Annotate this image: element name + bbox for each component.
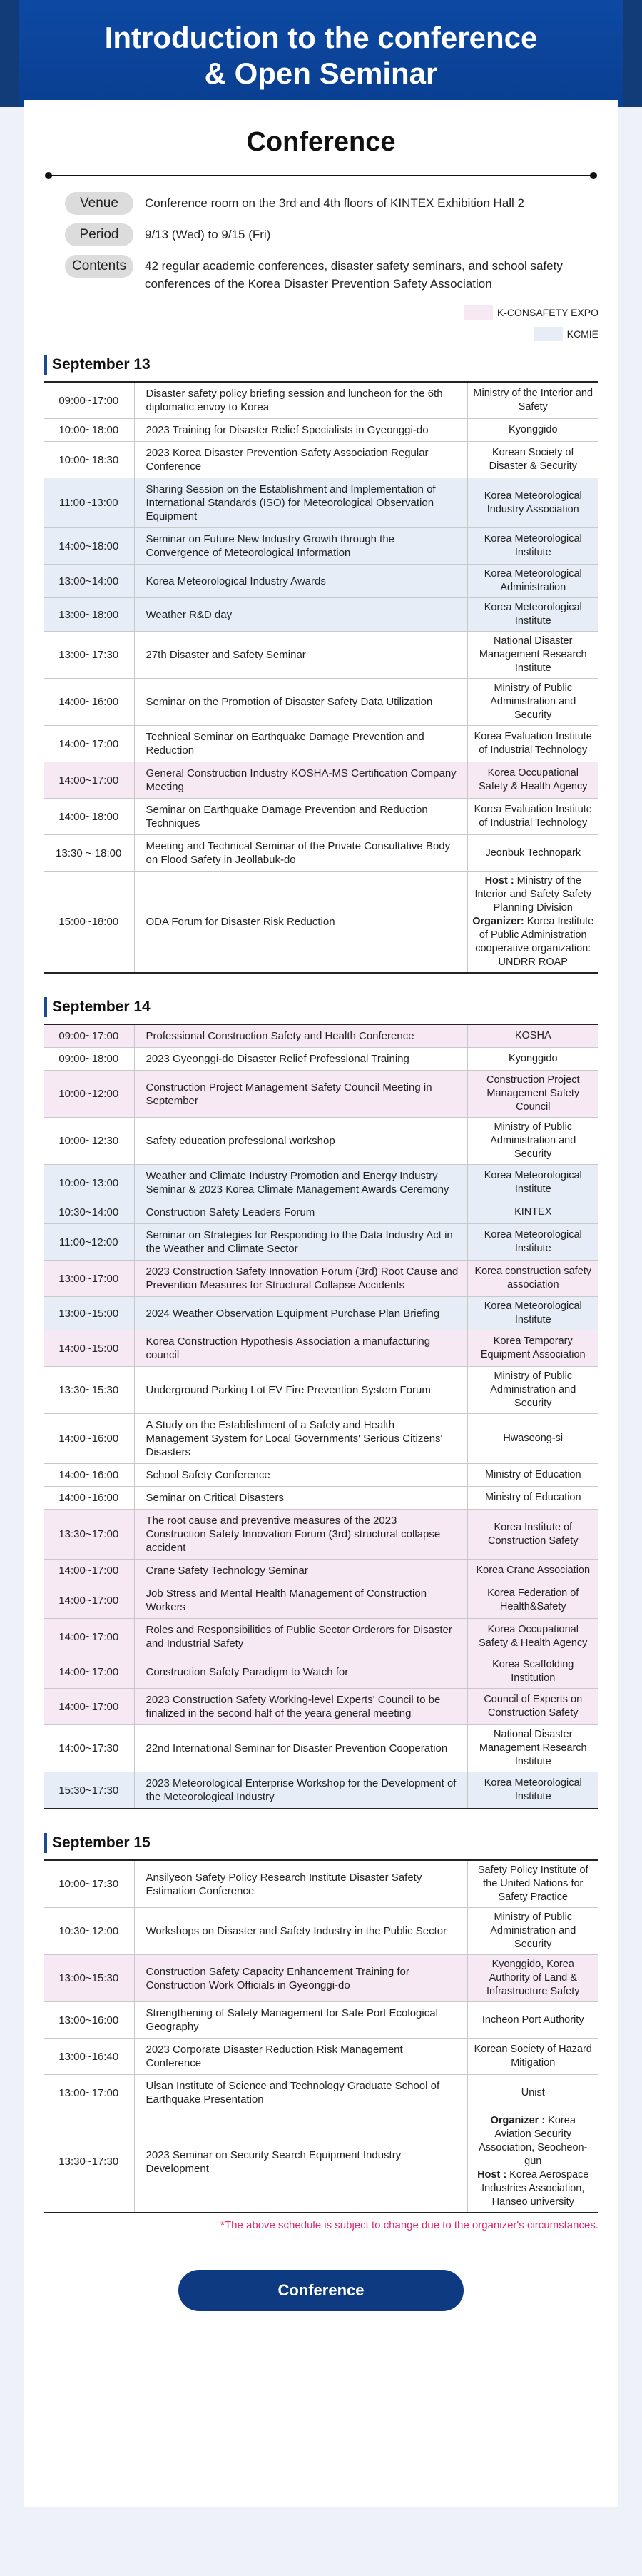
table-row xyxy=(44,1860,598,1908)
day-heading xyxy=(44,995,598,1019)
session-time: 13:00~14:00 xyxy=(44,565,134,598)
session-title: Construction Safety Paradigm to Watch for xyxy=(134,1655,467,1689)
table-row xyxy=(44,632,598,679)
conference-button[interactable]: Conference xyxy=(178,2270,464,2311)
venue-value: Conference room on the 3rd and 4th floors of KINTEX Exhibition Hall 2 xyxy=(145,196,525,210)
session-time: 13:30~15:30 xyxy=(44,1367,134,1414)
session-host: Unist xyxy=(467,2075,598,2111)
session-host: National Disaster Management Research Institute xyxy=(467,632,598,679)
session-title: School Safety Conference xyxy=(134,1464,467,1487)
session-host: Korea Federation of Health&Safety xyxy=(467,1582,598,1619)
legend-swatch-blue xyxy=(534,327,563,341)
host-line xyxy=(472,874,595,915)
table-row xyxy=(44,2002,598,2039)
session-time: 10:00~18:00 xyxy=(44,419,134,442)
session-host: Korean Society of Hazard Mitigation xyxy=(467,2039,598,2075)
table-row xyxy=(44,1297,598,1330)
session-host: Ministry of the Interior and Safety xyxy=(467,382,598,419)
table-row xyxy=(44,598,598,632)
session-title: 2023 Seminar on Security Search Equipment Industry Development xyxy=(134,2111,467,2213)
host-line xyxy=(472,915,595,969)
legend-kconsafety-label: K-CONSAFETY EXPO xyxy=(496,307,598,318)
session-time: 10:00~12:00 xyxy=(44,1071,134,1118)
session-host: Korea construction safety association xyxy=(467,1261,598,1297)
page-title xyxy=(0,20,642,91)
session-time: 14:00~16:00 xyxy=(44,1414,134,1464)
title-line-1: Introduction to the conference xyxy=(104,21,538,54)
table-row xyxy=(44,872,598,974)
day-label: September 15 xyxy=(52,1834,151,1851)
session-title: Weather and Climate Industry Promotion and Energy Industry Seminar & 2023 Korea Climate Management Awards Ceremony xyxy=(134,1165,467,1201)
table-row xyxy=(44,1560,598,1582)
table-row xyxy=(44,1582,598,1619)
host-name: Ministry of the Interior and Safety Safety Planning Division xyxy=(474,875,592,914)
session-title: 2023 Gyeonggi-do Disaster Relief Professional Training xyxy=(134,1048,467,1071)
session-title: 2023 Meteorological Enterprise Workshop for the Development of the Meteorological Industry xyxy=(134,1772,467,1809)
session-host: Incheon Port Authority xyxy=(467,2002,598,2039)
session-title: Roles and Responsibilities of Public Sector Orderors for Disaster and Industrial Safety xyxy=(134,1619,467,1655)
info-block xyxy=(65,192,598,293)
table-row xyxy=(44,1908,598,1955)
venue-row xyxy=(65,192,598,215)
session-time: 14:00~16:00 xyxy=(44,679,134,726)
session-host: Korea Meteorological Institute xyxy=(467,1224,598,1261)
session-host: National Disaster Management Research Institute xyxy=(467,1725,598,1772)
session-title: Construction Project Management Safety Council Meeting in September xyxy=(134,1071,467,1118)
session-time: 15:30~17:30 xyxy=(44,1772,134,1809)
session-time: 14:00~17:00 xyxy=(44,1560,134,1582)
session-title: ODA Forum for Disaster Risk Reduction xyxy=(134,872,467,974)
session-time: 14:00~18:00 xyxy=(44,799,134,835)
table-row xyxy=(44,2111,598,2213)
session-title: Korea Construction Hypothesis Association a manufacturing council xyxy=(134,1330,467,1367)
session-title: Strengthening of Safety Management for Safe Port Ecological Geography xyxy=(134,2002,467,2039)
session-host: Construction Project Management Safety Council xyxy=(467,1071,598,1118)
contents-row xyxy=(65,255,598,293)
table-row xyxy=(44,1048,598,1071)
session-host: Kyonggido xyxy=(467,1048,598,1071)
table-row xyxy=(44,1510,598,1560)
table-row xyxy=(44,1367,598,1414)
session-title: Seminar on the Promotion of Disaster Safety Data Utilization xyxy=(134,679,467,726)
session-title: Sharing Session on the Establishment and Implementation of International Standards (ISO) for Meteorological Observation Equipment xyxy=(134,478,467,528)
session-title: 27th Disaster and Safety Seminar xyxy=(134,632,467,679)
session-title: Construction Safety Leaders Forum xyxy=(134,1201,467,1224)
table-row xyxy=(44,1261,598,1297)
session-time: 13:00~17:00 xyxy=(44,2075,134,2111)
table-row xyxy=(44,478,598,528)
heading-bar xyxy=(44,997,47,1017)
session-title: The root cause and preventive measures of the 2023 Construction Safety Innovation Forum (3rd) structural collapse accident xyxy=(134,1510,467,1560)
session-time: 13:00~16:40 xyxy=(44,2039,134,2075)
table-row xyxy=(44,679,598,726)
heading-bar xyxy=(44,1833,47,1853)
session-title: Seminar on Earthquake Damage Prevention and Reduction Techniques xyxy=(134,799,467,835)
table-row xyxy=(44,1487,598,1510)
session-title: 2023 Training for Disaster Relief Specialists in Gyeonggi-do xyxy=(134,419,467,442)
host-name: Korea Aviation Security Association, Seocheon-gun xyxy=(479,2115,588,2167)
host-role: Host : xyxy=(477,2169,507,2181)
host-role: Organizer: xyxy=(472,916,524,927)
session-time: 13:00~16:00 xyxy=(44,2002,134,2039)
host-line xyxy=(472,2168,595,2209)
legend-kcmie-label: KCMIE xyxy=(566,328,598,340)
session-host: Korea Scaffolding Institution xyxy=(467,1655,598,1689)
session-host: Ministry of Education xyxy=(467,1487,598,1510)
session-title: Construction Safety Capacity Enhancement Training for Construction Work Officials in Gyeonggi-do xyxy=(134,1955,467,2002)
section-title: Conference xyxy=(246,127,396,157)
session-host: Kyonggido, Korea Authority of Land & Infrastructure Safety xyxy=(467,1955,598,2002)
contents-value: 42 regular academic conferences, disaster safety seminars, and school safety conferences of the Korea Disaster Prevention Safety Association xyxy=(145,259,563,291)
table-row xyxy=(44,1071,598,1118)
page-banner xyxy=(0,0,642,107)
session-time: 10:00~12:30 xyxy=(44,1118,134,1165)
session-host: Korea Crane Association xyxy=(467,1560,598,1582)
session-time: 13:00~17:30 xyxy=(44,632,134,679)
session-time: 13:00~15:00 xyxy=(44,1297,134,1330)
session-title: Crane Safety Technology Seminar xyxy=(134,1560,467,1582)
session-time: 14:00~16:00 xyxy=(44,1464,134,1487)
session-host: Korea Meteorological Institute xyxy=(467,598,598,632)
session-host: Korea Occupational Safety & Health Agency xyxy=(467,1619,598,1655)
session-host xyxy=(467,872,598,974)
session-host: Ministry of Education xyxy=(467,1464,598,1487)
session-host: Korea Meteorological Industry Association xyxy=(467,478,598,528)
session-time: 13:00~15:30 xyxy=(44,1955,134,2002)
session-time: 14:00~17:30 xyxy=(44,1725,134,1772)
legend-swatch-pink xyxy=(464,305,493,320)
session-host: Korea Meteorological Institute xyxy=(467,1165,598,1201)
period-row xyxy=(65,223,598,246)
session-time: 14:00~15:00 xyxy=(44,1330,134,1367)
session-host: Korea Institute of Construction Safety xyxy=(467,1510,598,1560)
session-title: 2023 Construction Safety Working-level Experts' Council to be finalized in the second half of the yeara general meeting xyxy=(134,1689,467,1725)
session-time: 10:00~17:30 xyxy=(44,1860,134,1908)
session-title: General Construction Industry KOSHA-MS Certification Company Meeting xyxy=(134,762,467,799)
session-time: 14:00~16:00 xyxy=(44,1487,134,1510)
schedule xyxy=(44,353,598,2213)
table-row xyxy=(44,382,598,419)
table-row xyxy=(44,1955,598,2002)
session-host: Korea Meteorological Administration xyxy=(467,565,598,598)
session-title: 2024 Weather Observation Equipment Purchase Plan Briefing xyxy=(134,1297,467,1330)
session-time: 09:00~18:00 xyxy=(44,1048,134,1071)
session-title: 22nd International Seminar for Disaster Prevention Cooperation xyxy=(134,1725,467,1772)
period-value: 9/13 (Wed) to 9/15 (Fri) xyxy=(145,228,271,241)
session-time: 15:00~18:00 xyxy=(44,872,134,974)
session-host: KOSHA xyxy=(467,1024,598,1048)
session-title: Seminar on Future New Industry Growth through the Convergence of Meteorological Information xyxy=(134,528,467,565)
table-row xyxy=(44,2039,598,2075)
table-row xyxy=(44,1414,598,1464)
table-row xyxy=(44,1464,598,1487)
session-time: 14:00~17:00 xyxy=(44,1582,134,1619)
session-host: Kyonggido xyxy=(467,419,598,442)
session-time: 10:30~14:00 xyxy=(44,1201,134,1224)
session-time: 10:00~18:30 xyxy=(44,442,134,478)
session-title: Technical Seminar on Earthquake Damage Prevention and Reduction xyxy=(134,726,467,762)
session-time: 14:00~17:00 xyxy=(44,1655,134,1689)
day-label: September 13 xyxy=(52,356,151,373)
table-row xyxy=(44,1224,598,1261)
table-row xyxy=(44,726,598,762)
session-host: Korea Meteorological Institute xyxy=(467,1297,598,1330)
title-line-2: & Open Seminar xyxy=(204,56,438,90)
table-row xyxy=(44,1201,598,1224)
table-row xyxy=(44,1619,598,1655)
heading-bar xyxy=(44,355,47,375)
session-title: Weather R&D day xyxy=(134,598,467,632)
schedule-table xyxy=(44,1859,598,2213)
table-row xyxy=(44,1725,598,1772)
host-name: Korea Aerospace Industries Association, Hanseo university xyxy=(482,2169,589,2208)
session-title: Workshops on Disaster and Safety Industry in the Public Sector xyxy=(134,1908,467,1955)
host-line xyxy=(472,2114,595,2168)
title-divider xyxy=(48,175,594,176)
conference-card xyxy=(24,100,618,2507)
table-row xyxy=(44,799,598,835)
session-host: Korea Meteorological Institute xyxy=(467,528,598,565)
session-host xyxy=(467,2111,598,2213)
table-row xyxy=(44,419,598,442)
color-legend xyxy=(44,305,598,348)
table-row xyxy=(44,1165,598,1201)
session-time: 14:00~17:00 xyxy=(44,1619,134,1655)
session-time: 13:30 ~ 18:00 xyxy=(44,835,134,872)
session-time: 13:30~17:30 xyxy=(44,2111,134,2213)
session-title: Ulsan Institute of Science and Technology Graduate School of Earthquake Presentation xyxy=(134,2075,467,2111)
session-title: Meeting and Technical Seminar of the Private Consultative Body on Flood Safety in Jeollabuk-do xyxy=(134,835,467,872)
session-time: 13:00~17:00 xyxy=(44,1261,134,1297)
session-title: Seminar on Critical Disasters xyxy=(134,1487,467,1510)
table-row xyxy=(44,2075,598,2111)
day-section xyxy=(44,1831,598,2213)
session-host: Safety Policy Institute of the United Nations for Safety Practice xyxy=(467,1860,598,1908)
session-host: Ministry of Public Administration and Security xyxy=(467,679,598,726)
host-role: Host : xyxy=(484,875,514,887)
day-section xyxy=(44,995,598,1809)
session-host: Ministry of Public Administration and Security xyxy=(467,1367,598,1414)
session-title: Job Stress and Mental Health Management of Construction Workers xyxy=(134,1582,467,1619)
session-host: Ministry of Public Administration and Security xyxy=(467,1118,598,1165)
session-host: Korea Evaluation Institute of Industrial Technology xyxy=(467,726,598,762)
session-time: 14:00~17:00 xyxy=(44,1689,134,1725)
session-title: Disaster safety policy briefing session and luncheon for the 6th diplomatic envoy to Korea xyxy=(134,382,467,419)
session-time: 11:00~12:00 xyxy=(44,1224,134,1261)
legend-kcmie xyxy=(534,327,598,341)
period-label: Period xyxy=(65,223,133,246)
day-heading xyxy=(44,353,598,377)
day-section xyxy=(44,353,598,974)
session-host: Korea Temporary Equipment Association xyxy=(467,1330,598,1367)
schedule-note: *The above schedule is subject to change due to the organizer's circumstances. xyxy=(220,2219,598,2231)
host-role: Organizer : xyxy=(490,2115,546,2126)
table-row xyxy=(44,1330,598,1367)
table-row xyxy=(44,1772,598,1809)
session-host: Hwaseong-si xyxy=(467,1414,598,1464)
session-time: 13:30~17:00 xyxy=(44,1510,134,1560)
session-time: 10:00~13:00 xyxy=(44,1165,134,1201)
table-row xyxy=(44,528,598,565)
session-host: Council of Experts on Construction Safety xyxy=(467,1689,598,1725)
day-heading xyxy=(44,1831,598,1855)
session-host: Korean Society of Disaster & Security xyxy=(467,442,598,478)
session-host: KINTEX xyxy=(467,1201,598,1224)
venue-label: Venue xyxy=(65,192,133,215)
table-row xyxy=(44,762,598,799)
legend-kconsafety xyxy=(464,305,598,320)
table-row xyxy=(44,1655,598,1689)
day-label: September 14 xyxy=(52,999,151,1015)
table-row xyxy=(44,442,598,478)
session-time: 14:00~17:00 xyxy=(44,726,134,762)
session-time: 10:30~12:00 xyxy=(44,1908,134,1955)
contents-label: Contents xyxy=(65,255,133,278)
session-title: 2023 Construction Safety Innovation Forum (3rd) Root Cause and Prevention Measures for Structural Collapse Accidents xyxy=(134,1261,467,1297)
session-host: Korea Meteorological Institute xyxy=(467,1772,598,1809)
session-time: 14:00~18:00 xyxy=(44,528,134,565)
session-title: Seminar on Strategies for Responding to the Data Industry Act in the Weather and Climate Sector xyxy=(134,1224,467,1261)
session-host: Jeonbuk Technopark xyxy=(467,835,598,872)
table-row xyxy=(44,835,598,872)
session-time: 09:00~17:00 xyxy=(44,1024,134,1048)
session-title: Ansilyeon Safety Policy Research Institute Disaster Safety Estimation Conference xyxy=(134,1860,467,1908)
session-host: Korea Occupational Safety & Health Agency xyxy=(467,762,598,799)
session-host: Korea Evaluation Institute of Industrial Technology xyxy=(467,799,598,835)
table-row xyxy=(44,1689,598,1725)
session-title: Korea Meteorological Industry Awards xyxy=(134,565,467,598)
session-time: 14:00~17:00 xyxy=(44,762,134,799)
table-row xyxy=(44,1024,598,1048)
session-title: 2023 Korea Disaster Prevention Safety Association Regular Conference xyxy=(134,442,467,478)
session-title: Underground Parking Lot EV Fire Prevention System Forum xyxy=(134,1367,467,1414)
session-time: 13:00~18:00 xyxy=(44,598,134,632)
session-host: Ministry of Public Administration and Security xyxy=(467,1908,598,1955)
session-title: Safety education professional workshop xyxy=(134,1118,467,1165)
session-title: 2023 Corporate Disaster Reduction Risk Management Conference xyxy=(134,2039,467,2075)
session-time: 11:00~13:00 xyxy=(44,478,134,528)
schedule-table xyxy=(44,1024,598,1809)
session-title: Professional Construction Safety and Health Conference xyxy=(134,1024,467,1048)
schedule-table xyxy=(44,381,598,974)
table-row xyxy=(44,1118,598,1165)
session-time: 09:00~17:00 xyxy=(44,382,134,419)
table-row xyxy=(44,565,598,598)
session-title: A Study on the Establishment of a Safety and Health Management System for Local Governments' Serious Citizens' Disasters xyxy=(134,1414,467,1464)
host-name: Korea Institute of Public Administration cooperative organization: UNDRR ROAP xyxy=(475,916,594,968)
